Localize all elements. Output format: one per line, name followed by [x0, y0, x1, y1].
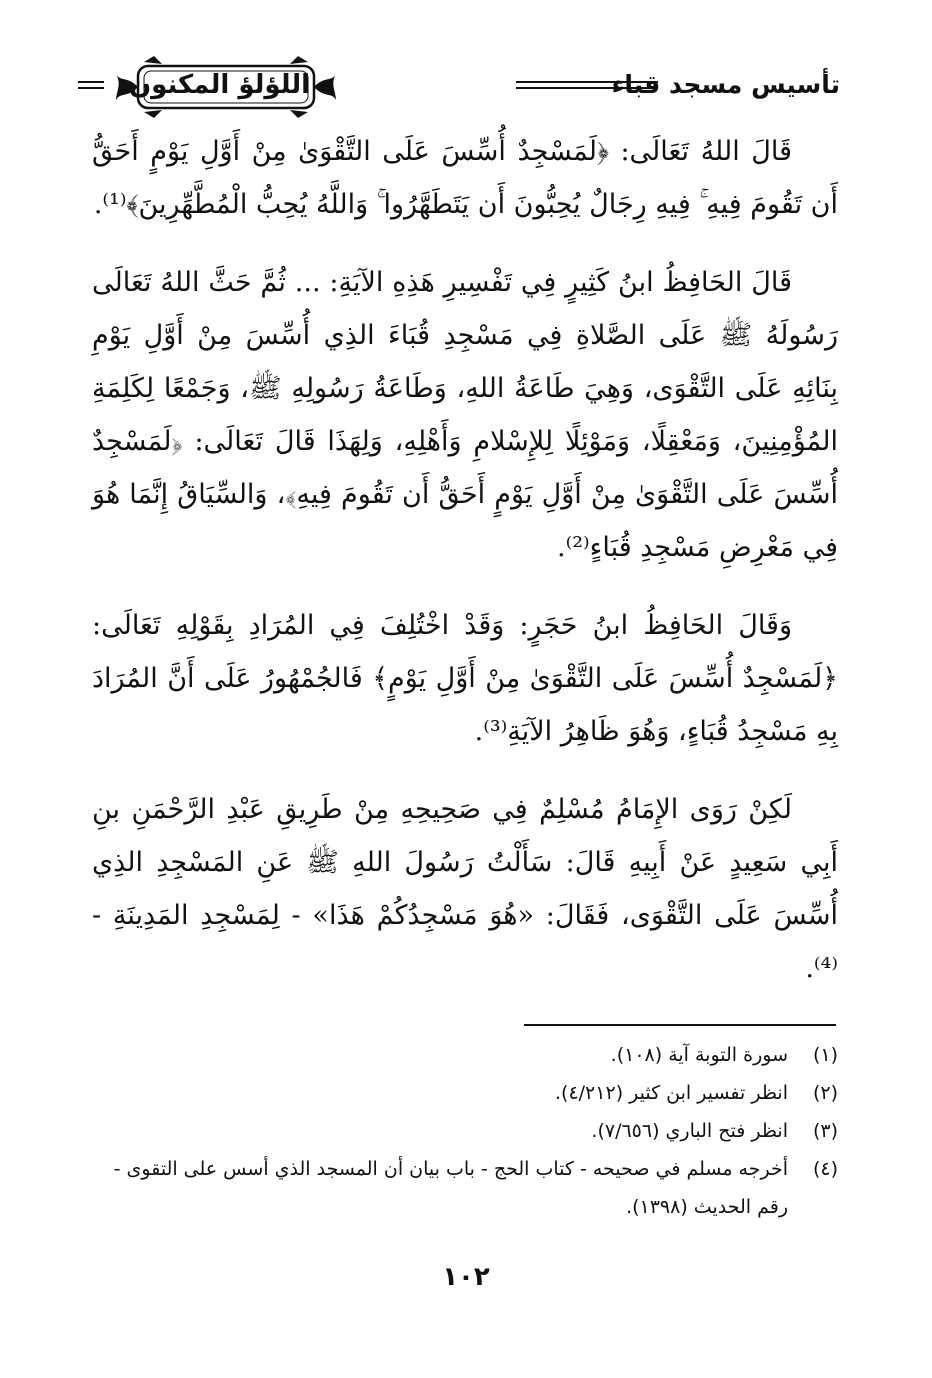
footnote-number: (٤) — [812, 1158, 838, 1180]
footnote-number: (١) — [812, 1044, 838, 1066]
page-number: ١٠٢ — [442, 1262, 490, 1292]
header-rule-left — [78, 81, 104, 89]
page-header — [78, 52, 840, 122]
footnote-number: (٣) — [812, 1120, 838, 1142]
book-title: اللؤلؤ المكنون — [128, 70, 310, 100]
footnote-item — [92, 1150, 838, 1226]
footnote-item — [92, 1036, 838, 1074]
footnote-text: سورة التوبة آية (١٠٨). — [610, 1044, 788, 1066]
footnote-text: انظر تفسير ابن كثير (٤/٢١٢). — [555, 1082, 788, 1104]
footnotes — [92, 1036, 838, 1226]
header-rule-right — [516, 81, 658, 89]
paragraph: لَكِنْ رَوَى الإِمَامُ مُسْلِمٌ فِي صَحِيحِهِ مِنْ طَرِيقِ عَبْدِ الرَّحْمَنِ بنِ أَبِي سَعِيدٍ عَنْ أَبِيهِ قَالَ: سَأَلْتُ رَسُولَ اللهِ ﷺ عَنِ المَسْجِدِ الذِي أُسِّسَ عَلَى التَّقْوَى، فَقَالَ: «هُوَ مَسْجِدُكُمْ هَذَا» - لِمَسْجِدِ المَدِينَةِ -⁽⁴⁾. — [92, 794, 838, 984]
footnote-text: انظر فتح الباري (٧/٦٥٦). — [591, 1120, 788, 1142]
main-text — [92, 125, 838, 1020]
running-title: تأسيس مسجد قباء — [611, 70, 840, 99]
footnote-number: (٢) — [812, 1082, 838, 1104]
footnote-item — [92, 1112, 838, 1150]
footnote-separator — [524, 1024, 836, 1026]
footnote-text: أخرجه مسلم في صحيحه - كتاب الحج - باب بيان أن المسجد الذي أسس على التقوى - رقم الحديث (١٣٩٨). — [113, 1158, 788, 1218]
paragraph: قَالَ اللهُ تَعَالَى: ﴿لَمَسْجِدٌ أُسِّسَ عَلَى التَّقْوَىٰ مِنْ أَوَّلِ يَوْمٍ أَحَقُّ أَن تَقُومَ فِيهِ ۚ فِيهِ رِجَالٌ يُحِبُّونَ أَن يَتَطَهَّرُوا ۚ وَاللَّهُ يُحِبُّ الْمُطَّهِّرِينَ﴾⁽¹⁾. — [92, 136, 838, 220]
paragraph: قَالَ الحَافِظُ ابنُ كَثِيرٍ فِي تَفْسِيرِ هَذِهِ الآيَةِ: ... ثُمَّ حَثَّ اللهُ تَعَالَى رَسُولَهُ ﷺ عَلَى الصَّلاةِ فِي مَسْجِدِ قُبَاءَ الذِي أُسِّسَ مِنْ أَوَّلِ يَوْمِ بِنَائِهِ عَلَى التَّقْوَى، وَهِيَ طَاعَةُ اللهِ، وَطَاعَةُ رَسُولِهِ ﷺ، وَجَمْعًا لِكَلِمَةِ المُؤْمِنِينَ، وَمَعْقِلًا، وَمَوْئِلًا لِلإِسْلامِ وَأَهْلِهِ، وَلِهَذَا قَالَ تَعَالَى: ﴿لَمَسْجِدٌ أُسِّسَ عَلَى التَّقْوَىٰ مِنْ أَوَّلِ يَوْمٍ أَحَقُّ أَن تَقُومَ فِيهِ﴾، وَالسِّيَاقُ إِنَّمَا هُوَ فِي مَعْرِضِ مَسْجِدِ قُبَاءٍ⁽²⁾. — [92, 267, 838, 563]
paragraph: وَقَالَ الحَافِظُ ابنُ حَجَرٍ: وَقَدْ اخْتُلِفَ فِي المُرَادِ بِقَوْلِهِ تَعَالَى: ﴿لَمَسْجِدٌ أُسِّسَ عَلَى التَّقْوَىٰ مِنْ أَوَّلِ يَوْمٍ﴾ فَالجُمْهُورُ عَلَى أَنَّ المُرَادَ بِهِ مَسْجِدُ قُبَاءٍ، وَهُوَ ظَاهِرُ الآيَةِ⁽³⁾. — [92, 610, 838, 747]
footnote-item — [92, 1074, 838, 1112]
